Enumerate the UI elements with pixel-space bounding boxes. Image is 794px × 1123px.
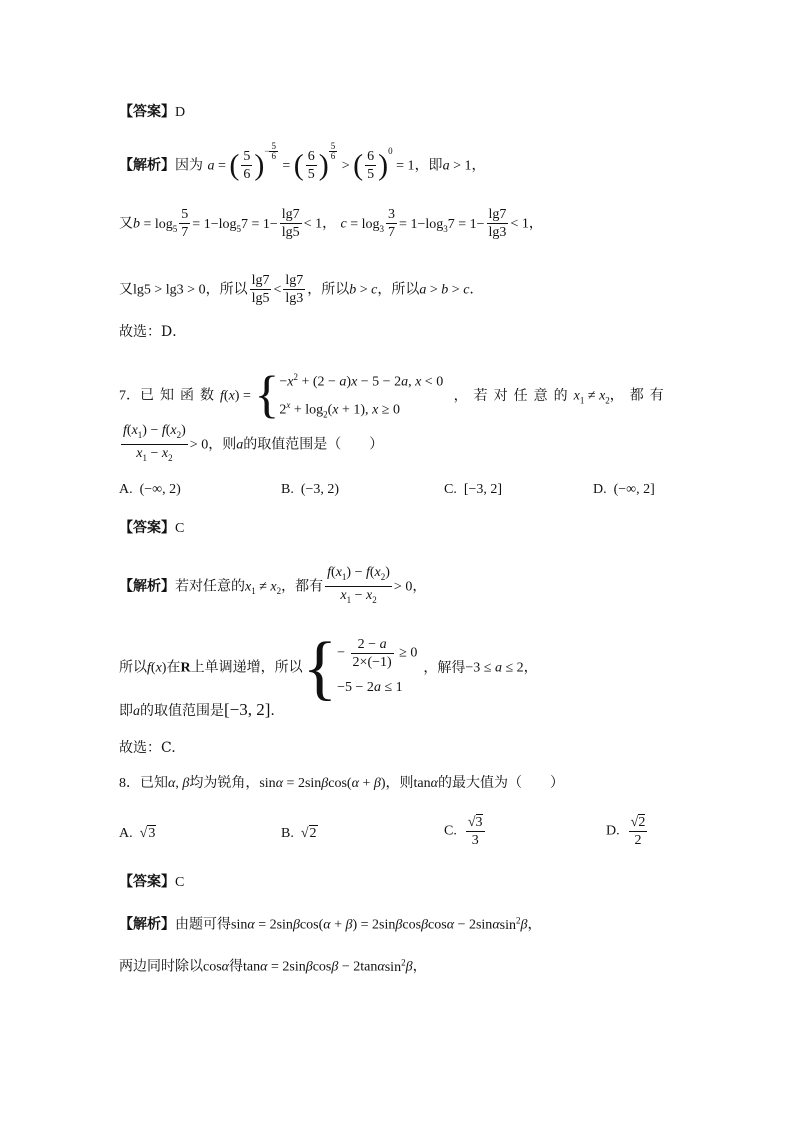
solution-7-end: 故选：C. (119, 740, 176, 756)
text: . (469, 281, 474, 298)
text: 已知 (140, 775, 168, 791)
question-number: 8． (119, 776, 140, 791)
text: ， (523, 659, 538, 676)
option-value: [−3, 2] (463, 482, 503, 497)
option-label: D. (606, 823, 620, 839)
option-label: D. (593, 482, 607, 497)
text: 又 (119, 281, 133, 298)
text: 已知函数 (140, 387, 220, 404)
text: 的最大值为（ ） (437, 775, 564, 791)
answer-label: 【答案】 (119, 520, 175, 536)
text: ，所以 (307, 281, 350, 298)
option-8-b[interactable] (281, 826, 318, 842)
solution-label: 【解析】 (119, 578, 175, 595)
question-7-stem: 7．已知函数f(x) = { $-x^2 + (2 - a)x - 5 - 2a$, x < 0 $2^x + \log_2(x + 1)$, x ≥ 0 ，若对任意的$x_1 \ne x_2$，都有 (119, 366, 670, 424)
solution-label: 【解析】 (119, 157, 175, 174)
text: 即 (119, 703, 133, 719)
text: 上单调递增，所以 (190, 659, 303, 676)
text: 两边同时除以 (119, 958, 203, 975)
text: ，都有 (281, 578, 324, 595)
option-label: C. (444, 482, 457, 497)
answer-value: C (175, 875, 185, 890)
text: ，若对任意的 (453, 387, 574, 404)
text: ，解得 (423, 659, 466, 676)
text: 因为 (175, 157, 203, 174)
question-8-stem: 8．已知α, β均为锐角，sinα = 2sinβcos(α + β)，则tanα的最大值为（ ） (119, 775, 564, 791)
text: 在 (166, 659, 181, 676)
answer-value: C (175, 521, 185, 536)
text: ，都有 (609, 387, 670, 404)
text: 所以 (119, 659, 147, 676)
option-7-b[interactable] (281, 482, 339, 498)
text: 又 (119, 215, 133, 232)
sqrt2-over-2: $\frac{√2}{2}$ (630, 815, 646, 848)
option-value: (−3, 2) (300, 482, 340, 497)
text: ， (527, 916, 542, 933)
text: 的取值范围是（ ） (243, 436, 384, 453)
text: ， (528, 215, 543, 232)
text: ，则 (385, 775, 414, 791)
solution-6-line-2: 又$b = \log_5$ $\frac{5}{7}$ = $1-\log_57 = 1-$ $\frac{\lg 7}{\lg 5}$ < 1， $c = \log_3$ $\frac{3}{7}$ = $1-\log_37 = 1-$ $\frac{\lg 7}{\lg 3}$ < 1， (119, 207, 543, 240)
answer-7 (119, 518, 184, 539)
text: ， (322, 215, 337, 232)
answer-label: 【答案】 (119, 874, 175, 890)
option-8-d[interactable] (606, 814, 649, 849)
sqrt-3: √3 (139, 826, 156, 841)
option-label: A. (119, 482, 133, 497)
sqrt-2: √2 (300, 826, 317, 841)
option-8-c[interactable] (444, 814, 487, 849)
option-8-a[interactable] (119, 826, 156, 842)
option-label: A. (119, 826, 133, 841)
answer-8 (119, 872, 184, 893)
text: . (270, 703, 275, 719)
text: ， (412, 958, 427, 975)
solution-6-line-3: 又lg5 > lg3 > 0，所以 $\frac{\lg 7}{\lg 5}$ < $\frac{\lg 7}{\lg 3}$ ，所以b > c，所以a > b > c. (119, 273, 474, 306)
option-7-c[interactable] (444, 482, 502, 498)
option-7-d[interactable] (593, 482, 655, 498)
question-number: 7． (119, 388, 140, 404)
sqrt3-over-3: $\frac{√3}{3}$ (467, 815, 483, 848)
solution-8-line-1: 【解析】由题可得sinα = 2sinβcos(α + β) = 2sinβcosβcosα − 2sinαsin$^2$β， (119, 915, 542, 933)
solution-8-line-2: 两边同时除以cosα得tanα = 2sinβcosβ − 2tanαsin$^2$β， (119, 957, 427, 975)
option-label: B. (281, 826, 294, 841)
option-label: C. (444, 823, 457, 839)
text: 由题可得 (175, 916, 231, 933)
answer-value: D (175, 105, 186, 120)
text: ，所以 (205, 281, 248, 298)
solution-7-line-2: 所以f(x)在R上单调递增，所以{ − $\frac{2 - a}{2\times(-1)}$ ≥ 0 −5 − 2a ≤ 1 ，解得−3 ≤ a ≤ 2， (119, 627, 538, 708)
text: ，即 (414, 157, 443, 174)
option-7-a[interactable] (119, 482, 181, 498)
question-7-condition: $\frac{f(x_1) - f(x_2)}{x_1 - x_2}$ > 0，则a的取值范围是（ ） (123, 423, 384, 463)
text: 得 (229, 958, 244, 975)
answer-6 (119, 102, 185, 123)
option-value: (−∞, 2) (139, 482, 181, 497)
text: ，所以 (377, 281, 420, 298)
option-value: (−∞, 2] (613, 482, 655, 497)
solution-7-line-1: 【解析】若对任意的$x_1 \ne x_2$，都有 $\frac{f(x_1) - f(x_2)}{x_1 - x_2}$ > 0， (119, 565, 427, 605)
solution-7-line-3: 即a的取值范围是[−3, 2]. (119, 700, 275, 719)
text: 若对任意的 (175, 578, 245, 595)
answer-label: 【答案】 (119, 104, 175, 120)
text: ， (412, 578, 427, 595)
text: ，则 (208, 436, 237, 453)
option-label: B. (281, 482, 294, 497)
text: 的取值范围是 (140, 703, 224, 719)
solution-6-end: 故选：D． (119, 324, 187, 340)
text: 均为锐角， (189, 775, 260, 791)
text: ， (471, 157, 486, 174)
solution-6-line-1: 【解析】因为 a = ( $\frac{5}{6}$ )$^{- \frac{5}{6}}$ = ( $\frac{6}{5}$ ) $^{\frac{5}{6}}$ > ( $\frac{6}{5}$ )$^0$ = 1，即a > 1， (119, 141, 486, 182)
solution-label: 【解析】 (119, 916, 175, 933)
